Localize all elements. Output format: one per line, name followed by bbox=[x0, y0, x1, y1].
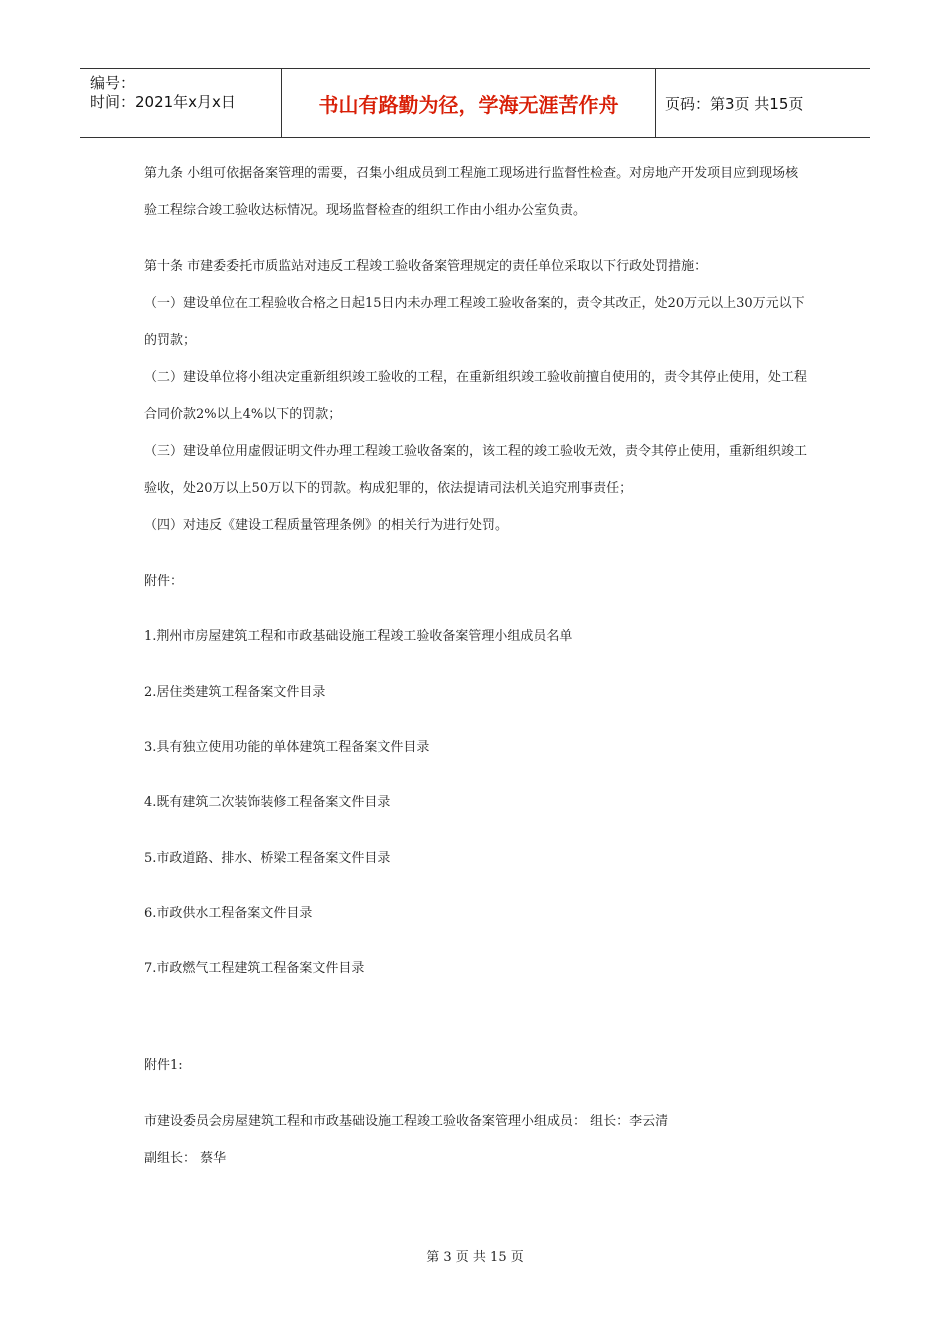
penalty-item-4: （四）对违反《建设工程质量管理条例》的相关行为进行处罚。 bbox=[144, 518, 509, 533]
article-nine: 第九条 小组可依据备案管理的需要，召集小组成员到工程施工现场进行监督性检查。对房地产开发项目应到现场核验工程综合竣工验收达标情况。现场监督检查的组织工作由小组办公室负责。 bbox=[144, 166, 799, 218]
attachment-item: 6.市政供水工程备案文件目录 bbox=[144, 906, 313, 921]
deputy-leader-line: 副组长： 蔡华 bbox=[144, 1151, 227, 1166]
header-page-number: 页码：第3页 共15页 bbox=[665, 94, 804, 113]
attachment-item: 4.既有建筑二次装饰装修工程备案文件目录 bbox=[144, 795, 391, 810]
header-motto: 书山有路勤为径，学海无涯苦作舟 bbox=[318, 92, 619, 117]
document-date-label: 时间：2021年x月x日 bbox=[90, 93, 236, 111]
header-meta-cell bbox=[80, 69, 282, 137]
penalty-item-3: （三）建设单位用虚假证明文件办理工程竣工验收备案的，该工程的竣工验收无效，责令其停止使用，重新组织竣工验收，处20万以上50万以下的罚款。构成犯罪的，依法提请司法机关追究刑事责任； bbox=[144, 444, 808, 496]
document-number-label: 编号： bbox=[90, 74, 136, 92]
penalty-item-2: （二）建设单位将小组决定重新组织竣工验收的工程，在重新组织竣工验收前擅自使用的，责令其停止使用，处工程合同价款2%以上4%以下的罚款； bbox=[144, 370, 808, 422]
page-footer: 第 3 页 共 15 页 bbox=[426, 1250, 524, 1265]
attachment-item: 3.具有独立使用功能的单体建筑工程备案文件目录 bbox=[144, 740, 430, 755]
attachments-heading: 附件： bbox=[144, 574, 184, 589]
attachment-item: 2.居住类建筑工程备案文件目录 bbox=[144, 685, 326, 700]
article-ten: 第十条 市建委委托市质监站对违反工程竣工验收备案管理规定的责任单位采取以下行政处罚措施： bbox=[144, 259, 708, 274]
document-header bbox=[80, 68, 870, 138]
attachment-1-heading: 附件1: bbox=[144, 1058, 183, 1073]
committee-members-line: 市建设委员会房屋建筑工程和市政基础设施工程竣工验收备案管理小组成员： 组长：李云清 bbox=[144, 1114, 669, 1129]
attachment-item: 5.市政道路、排水、桥梁工程备案文件目录 bbox=[144, 851, 391, 866]
attachment-item: 1.荆州市房屋建筑工程和市政基础设施工程竣工验收备案管理小组成员名单 bbox=[144, 629, 573, 644]
penalty-item-1: （一）建设单位在工程验收合格之日起15日内未办理工程竣工验收备案的，责令其改正，处20万元以上30万元以下的罚款； bbox=[144, 296, 805, 348]
header-motto-cell bbox=[282, 69, 656, 137]
attachment-item: 7.市政燃气工程建筑工程备案文件目录 bbox=[144, 961, 365, 976]
header-page-cell bbox=[656, 69, 870, 137]
